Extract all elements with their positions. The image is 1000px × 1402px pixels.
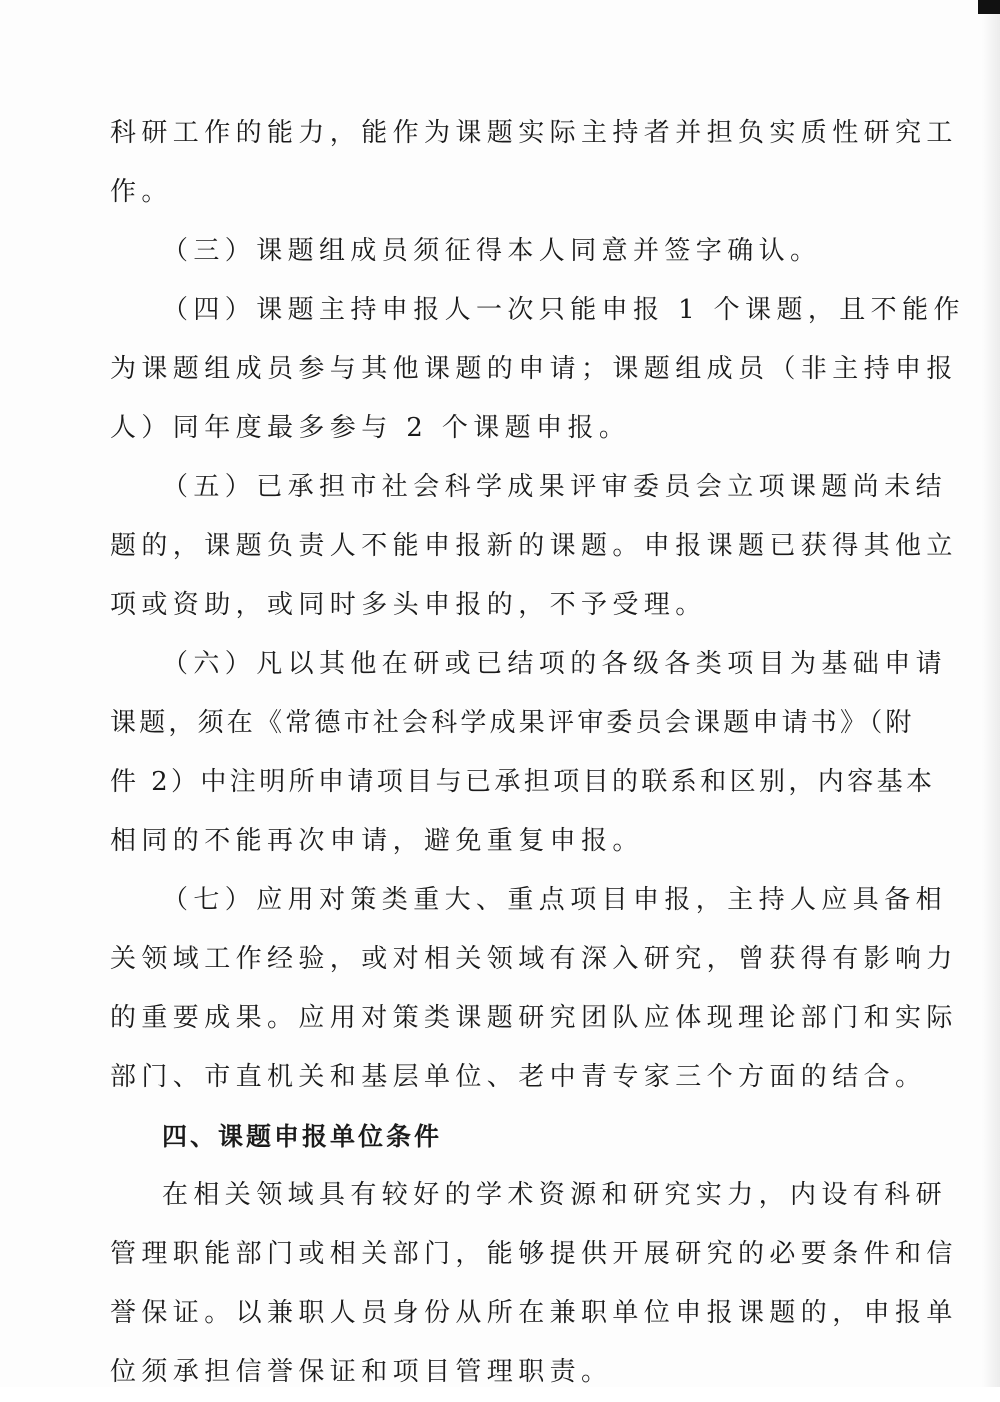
text-line: 相同的不能再次申请，避免重复申报。 [110,826,644,856]
text-line: 题的，课题负责人不能申报新的课题。申报课题已获得其他立 [110,531,958,561]
text-line: 件 2）中注明所申请项目与已承担项目的联系和区别，内容基本 [110,767,936,797]
scan-edge-shadow [982,0,1000,1387]
paragraph-seven-start: （七）应用对策类重大、重点项目申报，主持人应具备相 [162,885,948,915]
section-four-paragraph-start: 在相关领域具有较好的学术资源和研究实力，内设有科研 [162,1180,948,1210]
text-line: 部门、市直机关和基层单位、老中青专家三个方面的结合。 [110,1062,927,1092]
paragraph-three: （三）课题组成员须征得本人同意并签字确认。 [162,236,822,266]
text-line: 位须承担信誉保证和项目管理职责。 [110,1357,613,1387]
text-line: 人）同年度最多参与 2 个课题申报。 [110,413,631,443]
text-line: 为课题组成员参与其他课题的申请；课题组成员（非主持申报 [110,354,958,384]
text-line: 管理职能部门或相关部门，能够提供开展研究的必要条件和信 [110,1239,958,1269]
paragraph-six-start: （六）凡以其他在研或已结项的各级各类项目为基础申请 [162,649,948,679]
text-line: 科研工作的能力，能作为课题实际主持者并担负实质性研究工 [110,118,958,148]
scan-corner-mark [978,0,1000,14]
text-line: 的重要成果。应用对策类课题研究团队应体现理论部门和实际 [110,1003,958,1033]
text-line: 课题，须在《常德市社会科学成果评审委员会课题申请书》（附 [110,708,915,738]
text-line: 作。 [110,177,173,207]
document-body [110,104,965,1402]
paragraph-five-start: （五）已承担市社会科学成果评审委员会立项课题尚未结 [162,472,948,502]
section-heading: 四、课题申报单位条件 [162,1122,443,1151]
text-line: 誉保证。以兼职人员身份从所在兼职单位申报课题的，申报单 [110,1298,958,1328]
text-line: 项或资助，或同时多头申报的，不予受理。 [110,590,707,620]
text-line: 关领域工作经验，或对相关领域有深入研究，曾获得有影响力 [110,944,958,974]
paragraph-four-start: （四）课题主持申报人一次只能申报 1 个课题，且不能作 [162,295,965,325]
